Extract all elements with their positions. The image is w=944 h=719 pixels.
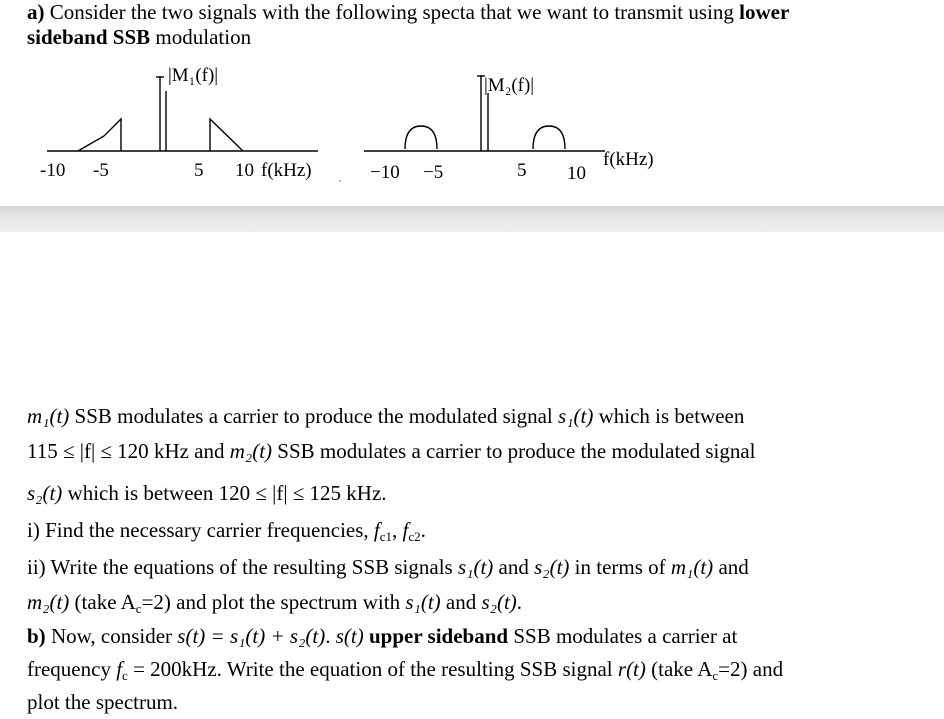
c-text: frequency: [27, 657, 117, 681]
m2-left-arc: [405, 126, 437, 149]
q3-sym-m2: m₂(t): [27, 590, 70, 614]
spectrum-figures: [0, 0, 944, 200]
part-b-line-1: b) Now, consider s(t) = s₁(t) + s₂(t). s(t) upper sideband SSB modulates a carrier at: [27, 624, 738, 648]
m1-right-triangle: [210, 119, 243, 151]
sym-s2: s₂(t): [27, 481, 63, 505]
b-text: Now, consider: [45, 624, 178, 648]
body-text-3b: kHz.: [341, 481, 387, 505]
b-text-2: SSB modulates a carrier at: [508, 624, 738, 648]
question-ii-line-2: [27, 592, 522, 615]
c-sub-2: c: [712, 668, 719, 683]
m2-right-arc: [533, 126, 565, 149]
c-eq: = 200kHz: [127, 657, 217, 681]
body-text-3: which is between: [62, 481, 219, 505]
c-sub: c: [122, 668, 128, 683]
q2-sym-s1: s₁(t): [457, 555, 494, 579]
c-sym-f: f: [116, 657, 123, 681]
body-text-1: SSB modulates a carrier to produce the modulated signal: [69, 404, 559, 428]
m2-tick-neg10: −10: [370, 162, 400, 183]
q3-sym-s1: s₁(t): [405, 590, 441, 614]
sym-fc1: f: [373, 518, 380, 542]
c-text-4: =2) and: [718, 657, 784, 681]
q3-sym-s2: s₂(t): [481, 590, 517, 614]
q3-end: .: [516, 590, 523, 614]
m1-left-triangle: [78, 119, 121, 151]
q2-text: ii) Write the equations of the resulting SSB signals: [27, 555, 458, 579]
section-divider: [0, 206, 944, 232]
m1-ylabel: |M₁(f)|: [168, 65, 219, 86]
q3-text: (take A: [69, 590, 136, 614]
b-equation: s(t) = s₁(t) + s₂(t): [177, 624, 326, 648]
q2-text-b: in terms of: [569, 555, 671, 579]
stray-dot: [339, 180, 341, 182]
d-text: plot the spectrum.: [27, 690, 179, 714]
part-b-label: b): [27, 624, 46, 648]
sym-fc2: f: [402, 518, 409, 542]
b-sym-s: s(t): [335, 624, 364, 648]
m1-tick-5: 5: [194, 160, 204, 181]
q2-and-2: and: [713, 555, 749, 579]
q3-and: and: [440, 590, 482, 614]
sym-s1: s₁(t): [558, 404, 594, 428]
m2-tick-5: 5: [517, 160, 527, 181]
range-1: 115 ≤ |f| ≤ 120: [27, 439, 149, 463]
m2-tick-10: 10: [567, 163, 586, 184]
part-b-line-2: [27, 659, 783, 682]
body-text-1b: which is between: [593, 404, 745, 428]
body-line-3: [27, 483, 387, 504]
question-ii-line-1: [27, 557, 749, 578]
sym-m2: m₂(t): [229, 439, 273, 463]
q3-text-2: =2) and plot the spectrum with: [141, 590, 406, 614]
q2-and: and: [493, 555, 535, 579]
c-text-3: (take A: [645, 657, 713, 681]
intro-bold-sideband: sideband SSB: [27, 25, 151, 49]
range-2: 120 ≤ |f| ≤ 125: [218, 481, 342, 505]
body-line-1: [27, 406, 744, 427]
q2-sym-m1: m₁(t): [670, 555, 714, 579]
m1-tick-neg5: -5: [93, 160, 109, 181]
part-a-label: a): [27, 0, 45, 24]
m2-xlabel: f(kHz): [603, 149, 654, 170]
b-bold-upper-sideband: upper sideband: [368, 624, 509, 648]
q3-sub-c: c: [135, 601, 142, 616]
q2-sym-s2: s₂(t): [534, 555, 570, 579]
intro-text-2: modulation: [150, 25, 252, 49]
c-sym-r: r(t): [617, 657, 646, 681]
m1-xlabel: f(kHz): [261, 160, 312, 181]
c-text-2: . Write the equation of the resulting SSB signal: [216, 657, 618, 681]
m1-tick-10: 10: [235, 160, 254, 181]
body-text-2: kHz and: [148, 439, 230, 463]
body-text-2b: SSB modulates a carrier to produce the modulated signal: [272, 439, 756, 463]
q1-text: i) Find the necessary carrier frequencies,: [27, 518, 374, 542]
question-i: i) Find the necessary carrier frequencies, $f_{c1}$, $f_{c2}$.: [27, 518, 426, 544]
sym-m1: m₁(t): [27, 404, 70, 428]
body-line-2: [27, 441, 756, 462]
sub-c1: c1: [379, 529, 393, 544]
intro-bold-lower: lower: [739, 0, 790, 24]
part-b-line-3: [27, 692, 178, 713]
intro-text: Consider the two signals with the following specta that we want to transmit using: [49, 0, 740, 24]
spectrum-svg: [0, 0, 944, 200]
m2-ylabel: |M₂(f)|: [484, 75, 535, 96]
m1-tick-neg10: -10: [40, 160, 66, 181]
m2-tick-neg5: −5: [423, 162, 444, 183]
sub-c2: c2: [408, 529, 421, 544]
spectrum-m1: [47, 76, 318, 151]
